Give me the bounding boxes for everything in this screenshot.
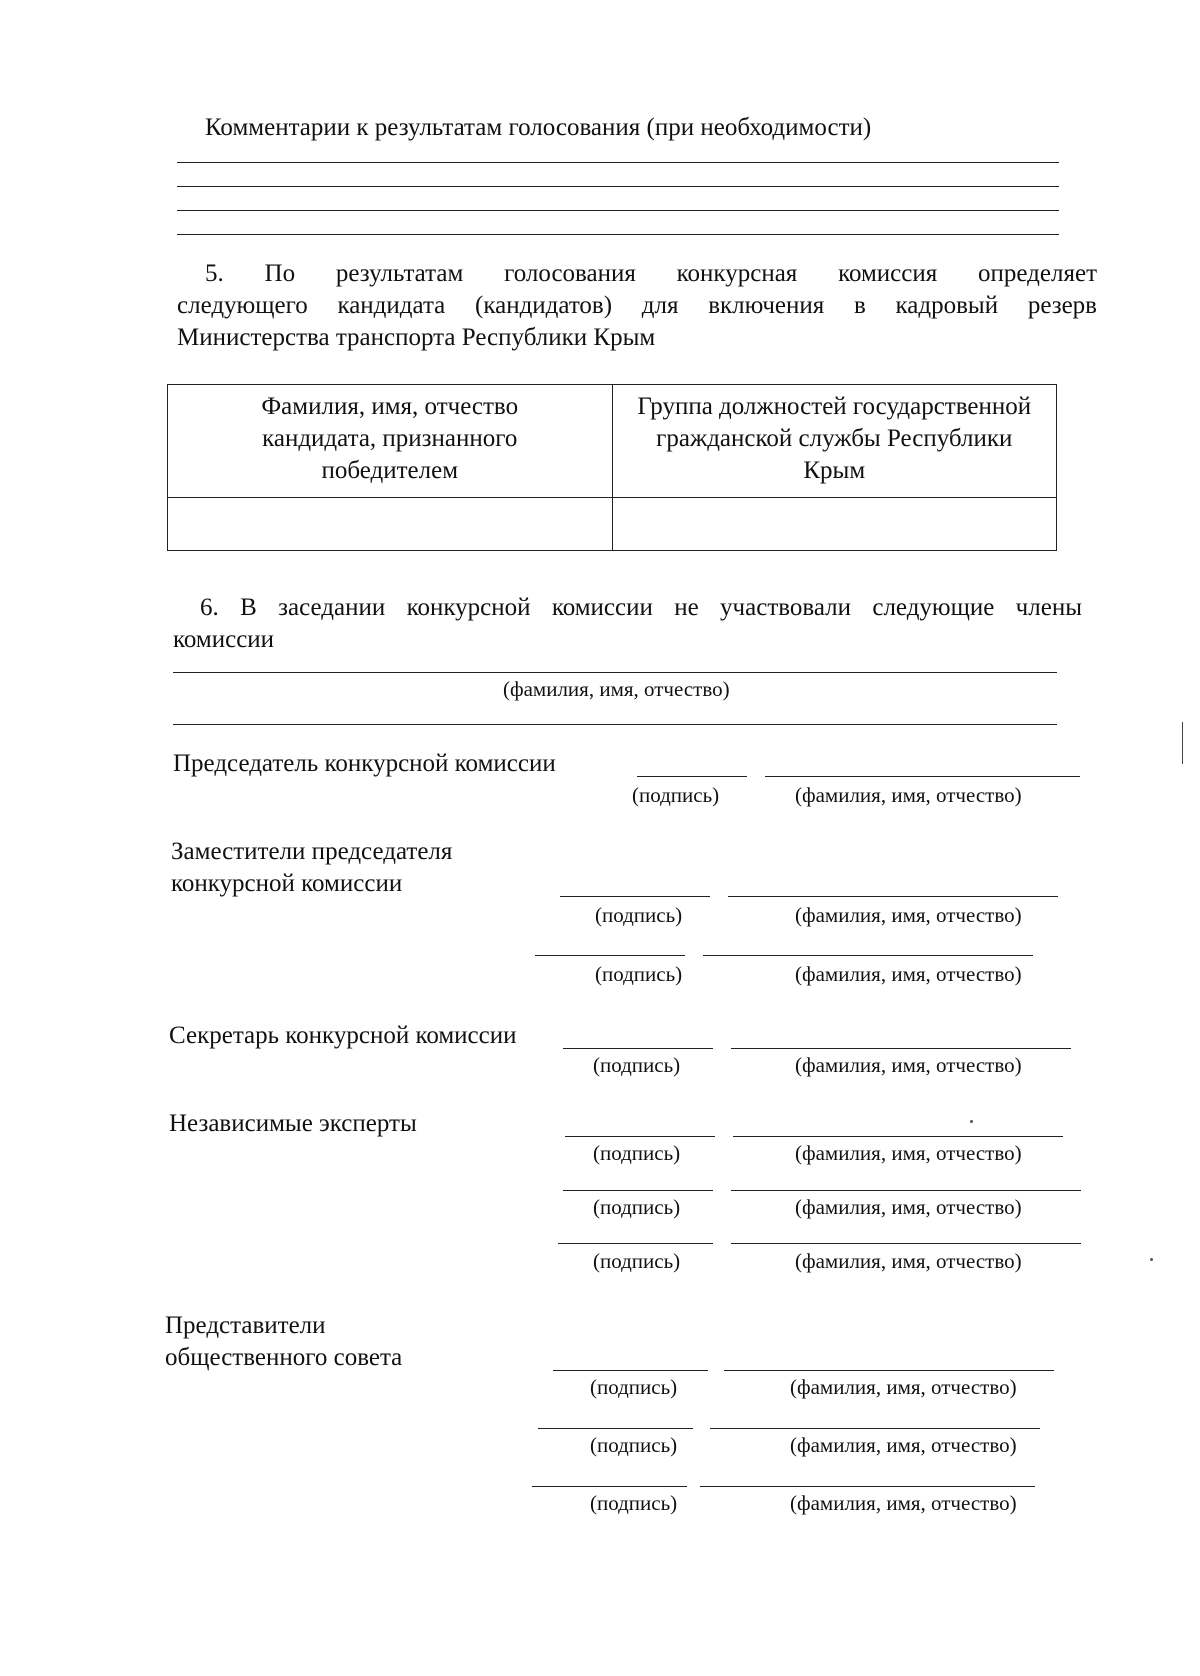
chairman-fio-caption: (фамилия, имя, отчество) — [795, 783, 1022, 807]
table-header-group — [612, 385, 1057, 498]
section6-line1-word: конкурсной — [406, 594, 531, 621]
deputy2-fio-line — [703, 955, 1033, 956]
section5-line1-word: голосования — [504, 260, 636, 287]
secretary-fio-line — [731, 1048, 1071, 1049]
deputies-label-2: конкурсной комиссии — [171, 870, 403, 897]
absent-fio-caption: (фамилия, имя, отчество) — [503, 677, 730, 701]
council2-fio-line — [710, 1428, 1040, 1429]
council2-sign-caption: (подпись) — [590, 1433, 678, 1457]
deputy1-sign-caption: (подпись) — [595, 903, 683, 927]
winner-table — [167, 384, 1057, 551]
section5-line2-word: в кадровый — [854, 292, 999, 319]
section5-line1-word: результатам — [335, 260, 464, 287]
council2-fio-caption: (фамилия, имя, отчество) — [790, 1433, 1017, 1457]
expert2-sign-caption: (подпись) — [593, 1195, 681, 1219]
chairman-fio-line — [765, 776, 1080, 777]
section6-line1-word: 6. В — [200, 594, 257, 621]
chairman-sign-caption: (подпись) — [632, 783, 720, 807]
section6-line1-word: комиссии — [551, 594, 653, 621]
header-group-line-3: Крым — [803, 457, 866, 484]
section5-line2-word: резерв — [1027, 292, 1097, 319]
section5-line2-word: (кандидатов) — [475, 292, 613, 319]
deputy2-signature-line — [535, 955, 685, 956]
council1-fio-caption: (фамилия, имя, отчество) — [790, 1375, 1017, 1399]
section5-line-1 — [205, 258, 1097, 290]
secretary-signature-line — [563, 1048, 713, 1049]
header-group-line-2: гражданской службы Республики — [656, 425, 1013, 452]
deputy1-fio-line — [728, 896, 1058, 897]
expert3-fio-line — [731, 1243, 1081, 1244]
council1-sign-caption: (подпись) — [590, 1375, 678, 1399]
deputies-label-1: Заместители председателя — [171, 838, 453, 865]
experts-label: Независимые эксперты — [169, 1110, 417, 1137]
section5-line2-word: кандидата — [337, 292, 446, 319]
council-label-1: Представители — [165, 1312, 326, 1339]
section5-line-3: Министерства транспорта Республики Крым — [177, 324, 656, 351]
section6-line1-word: не — [674, 594, 699, 621]
header-fio-line-3: победителем — [321, 457, 459, 484]
absent-members-line — [173, 672, 1057, 673]
comment-line-4 — [177, 234, 1059, 235]
absent-members-line-2 — [173, 724, 1057, 725]
table-cell-fio[interactable] — [168, 498, 613, 551]
council3-sign-caption: (подпись) — [590, 1491, 678, 1515]
section5-line-2 — [177, 290, 1097, 322]
scan-artifact-dot — [1150, 1258, 1153, 1261]
header-fio-line-2: кандидата, признанного — [262, 425, 518, 452]
council3-signature-line — [532, 1486, 687, 1487]
expert2-fio-caption: (фамилия, имя, отчество) — [795, 1195, 1022, 1219]
council1-signature-line — [553, 1370, 708, 1371]
table-header-fio — [168, 385, 613, 498]
scan-artifact-mark — [1182, 722, 1183, 764]
section6-line1-word: участвовали следующие — [720, 594, 995, 621]
comments-title: Комментарии к результатам голосования (при необходимости) — [205, 114, 872, 141]
expert3-fio-caption: (фамилия, имя, отчество) — [795, 1249, 1022, 1273]
section5-line1-word: По — [264, 260, 296, 287]
chairman-signature-line — [637, 776, 747, 777]
expert2-signature-line — [563, 1190, 713, 1191]
section5-line1-word: конкурсная — [676, 260, 798, 287]
section5-line1-word: комиссия — [838, 260, 938, 287]
council3-fio-caption: (фамилия, имя, отчество) — [790, 1491, 1017, 1515]
deputy1-signature-line — [560, 896, 710, 897]
section5-line2-word: включения — [708, 292, 825, 319]
deputy1-fio-caption: (фамилия, имя, отчество) — [795, 903, 1022, 927]
section5-line2-word: для — [641, 292, 679, 319]
header-fio-line-1: Фамилия, имя, отчество — [261, 393, 519, 420]
table-cell-group[interactable] — [612, 498, 1057, 551]
comment-line-2 — [177, 186, 1059, 187]
section6-line-1 — [200, 592, 1082, 624]
council1-fio-line — [724, 1370, 1054, 1371]
scan-artifact-dot-2 — [970, 1120, 973, 1123]
deputy2-sign-caption: (подпись) — [595, 962, 683, 986]
council3-fio-line — [700, 1486, 1035, 1487]
expert1-sign-caption: (подпись) — [593, 1141, 681, 1165]
council-label-2: общественного совета — [165, 1344, 403, 1371]
section6-line1-word: заседании — [278, 594, 386, 621]
secretary-sign-caption: (подпись) — [593, 1053, 681, 1077]
expert3-signature-line — [558, 1243, 713, 1244]
chairman-label: Председатель конкурсной комиссии — [173, 750, 556, 777]
section6-line-2: комиссии — [173, 626, 275, 653]
expert1-fio-caption: (фамилия, имя, отчество) — [795, 1141, 1022, 1165]
expert2-fio-line — [731, 1190, 1081, 1191]
section5-line1-word: определяет — [978, 260, 1097, 287]
secretary-label: Секретарь конкурсной комиссии — [169, 1022, 517, 1049]
table-header-row — [168, 385, 1057, 498]
expert1-signature-line — [565, 1136, 715, 1137]
table-row — [168, 498, 1057, 551]
deputy2-fio-caption: (фамилия, имя, отчество) — [795, 962, 1022, 986]
expert1-fio-line — [733, 1136, 1063, 1137]
section5-line2-word: следующего — [177, 292, 308, 319]
secretary-fio-caption: (фамилия, имя, отчество) — [795, 1053, 1022, 1077]
comment-line-3 — [177, 210, 1059, 211]
section5-line1-word: 5. — [205, 260, 224, 287]
header-group-line-1: Группа должностей государственной — [637, 393, 1032, 420]
comment-line-1 — [177, 162, 1059, 163]
section6-line1-word: члены — [1015, 594, 1082, 621]
expert3-sign-caption: (подпись) — [593, 1249, 681, 1273]
council2-signature-line — [538, 1428, 693, 1429]
